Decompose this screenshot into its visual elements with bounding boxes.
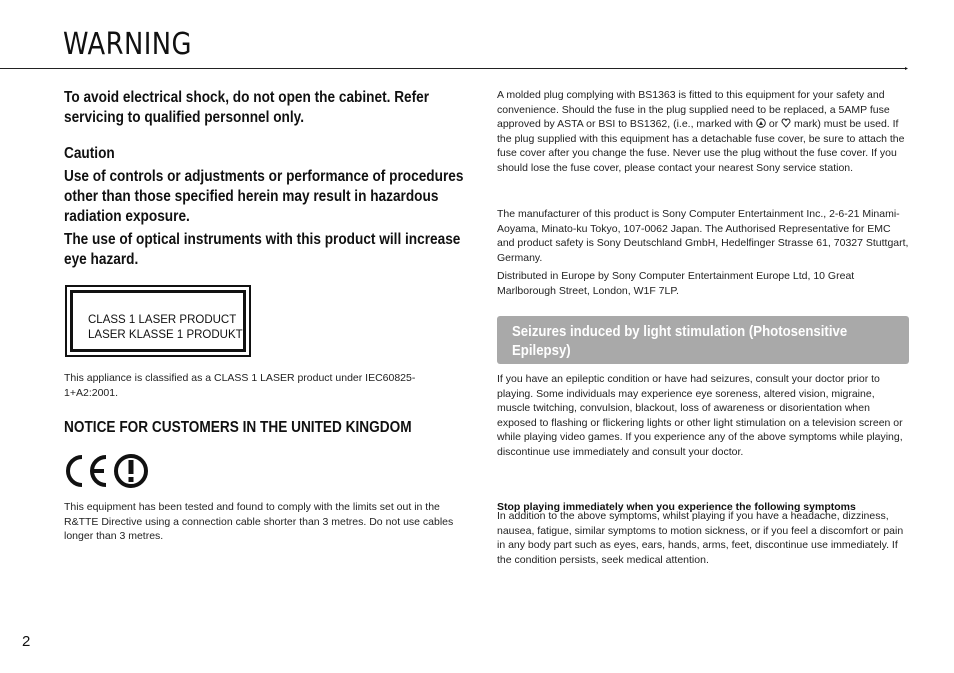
bsi-kitemark-icon (781, 118, 791, 128)
shock-warning: To avoid electrical shock, do not open the cabinet. Refer servicing to qualified personnel only. (64, 89, 430, 126)
rule-end-marker: ▸ (905, 66, 909, 72)
laser-label-frame (70, 290, 246, 352)
compliance-marks (64, 452, 150, 495)
optical-warning: The use of optical instruments with this product will increase eye hazard. (64, 231, 461, 268)
ce-mark-icon (68, 457, 106, 485)
page-title: WARNING (63, 27, 192, 62)
ce-alert-marks (64, 452, 150, 490)
title-rule (0, 68, 907, 69)
plug-fuse-text (497, 88, 909, 175)
controls-warning: Use of controls or adjustments or performance of procedures other than those specified herein may result in hazardous radiation exposure. (64, 168, 464, 225)
stop-playing-heading: Stop playing immediately when you experience the following symptoms (497, 500, 856, 513)
manufacturer-text: The manufacturer of this product is Sony Computer Entertainment Inc., 2-6-21 Minami-Aoyama, Minato-ku Tokyo, 107-0062 Japan. The Authorised Representative for EMC and product safety is Sony Deutschland GmbH, Hedelfinger Strasse 61, 70327 Stuttgart, Germany. (497, 208, 909, 264)
epilepsy-text: If you have an epileptic condition or have had seizures, consult your doctor prior to playing. Some individuals may experience eye soreness, altered vision, migraine, muscle twitching, convulsion, blackout, loss of awareness or disorientation when exposed to flashing or flickering lights or other light stimulation on a television screen or while playing video games. If you experience any of the above symptoms while playing, discontinue use immediately and consult your doctor. (497, 373, 903, 458)
alert-mark-icon (116, 456, 146, 486)
plug-text-or: or (765, 118, 782, 130)
laser-label-line1: CLASS 1 LASER PRODUCT (88, 314, 237, 326)
plug-text-part1: A molded plug complying with BS1363 is fitted to this equipment for your safety and convenience. Should the fuse in the plug supplied need to be replaced, a 5AMP fuse approved by ASTA or BSI to BS1362, (i.e., marked with (497, 89, 890, 130)
laser-classification-note: This appliance is classified as a CLASS 1 LASER product under IEC60825-1+A2:2001. (64, 372, 416, 399)
plug-text-part2: mark) must be used. If the plug supplied with this equipment has a detachable fuse cover, be sure to attach the fuse cover after you change the fuse. Never use the plug without the fuse cover. If you should lose the fuse cover, please contact your nearest Sony service station. (497, 118, 905, 174)
rtte-compliance-text: This equipment has been tested and found to comply with the limits set out in the R&TTE Directive using a connection cable shorter than 3 metres. Do not use cables longer than 3 metres. (64, 501, 454, 542)
laser-label-line2: LASER KLASSE 1 PRODUKT (88, 329, 243, 341)
laser-product-label (65, 285, 251, 357)
uk-notice-heading: NOTICE FOR CUSTOMERS IN THE UNITED KINGDOM (64, 419, 412, 436)
asta-mark-icon (756, 118, 766, 128)
stop-playing-text: In addition to the above symptoms, whilst playing if you have a headache, dizziness, nausea, fatigue, similar symptoms to motion sickness, or if you feel a discomfort or pain in any body part such as eyes, ears, hands, arms, feet, discontinue use immediately. If the condition persists, seek medical attention. (497, 510, 904, 566)
page-number: 2 (22, 633, 31, 650)
distributor-text: Distributed in Europe by Sony Computer Entertainment Europe Ltd, 10 Great Marlborough Street, London, W1F 7LP. (497, 270, 855, 297)
seizure-heading-box (497, 316, 909, 364)
seizure-heading: Seizures induced by light stimulation (Photosensitive Epilepsy) (512, 323, 848, 359)
caution-label: Caution (64, 145, 115, 162)
